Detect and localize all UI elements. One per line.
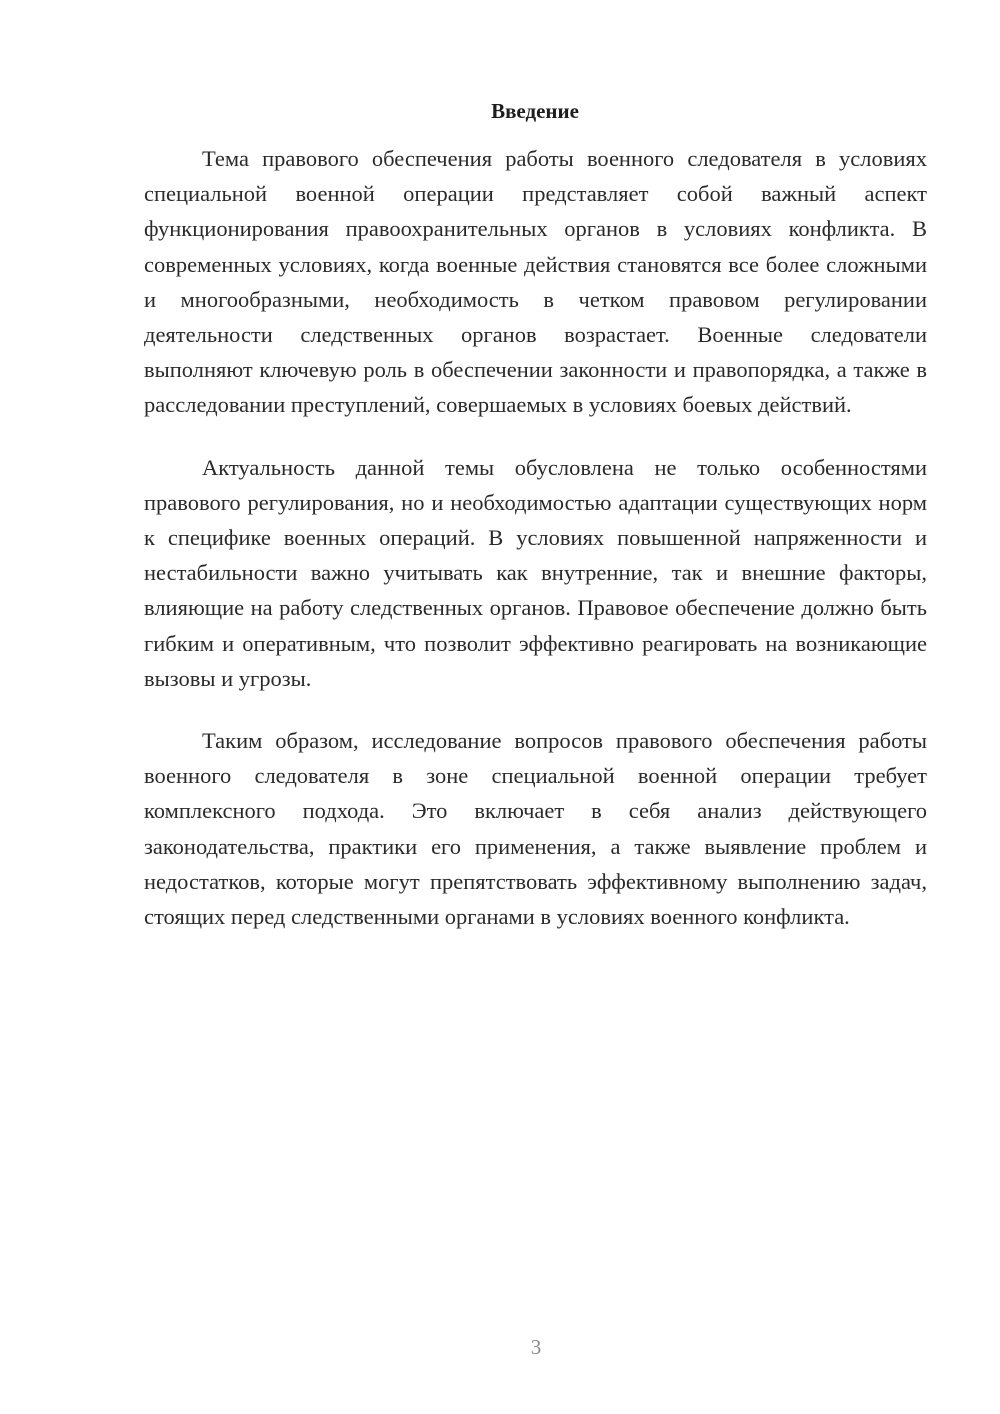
paragraph-relevance: Актуальность данной темы обусловлена не только особенностями правового регулирования, но и необходимостью адаптации существующих норм к специфике военных операций. В условиях повышенной напряженности и нестабильности важно учитывать как внутренние, так и внешние факторы, влияющие на работу следственных органов. Правовое обеспечение должно быть гибким и оперативным, что позволит эффективно реагировать на возникающие вызовы и угрозы. xyxy=(144,454,927,691)
page-number: 3 xyxy=(530,1335,542,1359)
paragraph-conclusion: Таким образом, исследование вопросов правового обеспечения работы военного следователя в зоне специальной военной операции требует комплексного подхода. Это включает в себя анализ действующего законодательства, практики его применения, а также выявление проблем и недостатков, которые могут препятствовать эффективному выполнению задач, стоящих перед следственными органами в условиях военного конфликта. xyxy=(144,728,927,930)
page-title: Введение xyxy=(491,99,579,123)
paragraph-topic: Тема правового обеспечения работы военного следователя в условиях специальной военной операции представляет собой важный аспект функционирования правоохранительных органов в условиях конфликта. В современных условиях, когда военные действия становятся все более сложными и многообразными, необходимость в четком правовом регулировании деятельности следственных органов возрастает. Военные следователи выполняют ключевую роль в обеспечении законности и правопорядка, а также в расследовании преступлений, совершаемых в условиях боевых действий. xyxy=(144,146,927,418)
body-text xyxy=(144,141,927,961)
